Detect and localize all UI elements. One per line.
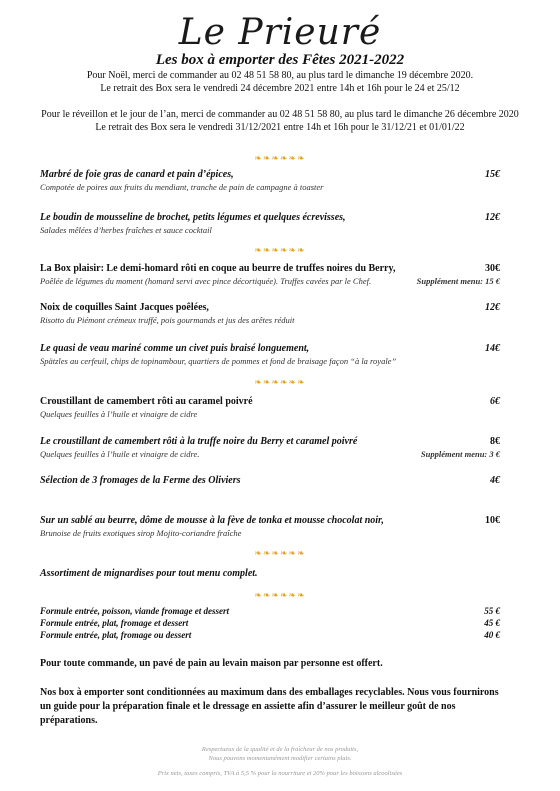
reveillon-line-1: Pour le réveillon et le jour de l’an, merci de commander au 02 48 51 58 80, au plus tard le dimanche 26 décembre 2020 xyxy=(41,109,519,120)
ornament-divider: ❧❧❧❧❧❧ xyxy=(254,377,306,387)
menu-item xyxy=(40,475,500,488)
item-price: 12€ xyxy=(485,302,500,313)
formule-price: 40 € xyxy=(484,630,500,640)
menu-item xyxy=(40,212,500,237)
item-description: Poêlée de légumes du moment (homard servi avec pince décortiquée). Truffes cavées par le Chef. xyxy=(40,276,372,286)
formule-row xyxy=(40,630,500,642)
formule-row xyxy=(40,606,500,618)
item-name: Marbré de foie gras de canard et pain d’épices, xyxy=(40,169,234,180)
item-name: Le quasi de veau mariné comme un civet puis braisé longuement, xyxy=(40,343,310,354)
item-description: Quelques feuilles à l’huile et vinaigre de cidre xyxy=(40,409,198,419)
formule-name: Formule entrée, plat, fromage ou dessert xyxy=(40,630,192,640)
item-name: Sur un sablé au beurre, dôme de mousse à la fève de tonka et mousse chocolat noir, xyxy=(40,515,384,526)
item-name: Noix de coquilles Saint Jacques poêlées, xyxy=(40,302,209,313)
menu-item xyxy=(40,169,500,194)
item-name: Croustillant de camembert rôti au caramel poivré xyxy=(40,396,253,407)
formule-price: 45 € xyxy=(484,618,500,628)
ornament-divider: ❧❧❧❧❧❧ xyxy=(254,548,306,558)
ornament-divider: ❧❧❧❧❧❧ xyxy=(254,153,306,163)
menu-item xyxy=(40,396,500,421)
item-name: Sélection de 3 fromages de la Ferme des Oliviers xyxy=(40,475,241,486)
item-price: 8€ xyxy=(490,436,500,447)
item-name: Le boudin de mousseline de brochet, petits légumes et quelques écrevisses, xyxy=(40,212,346,223)
footer-tax-note: Prix nets, taxes compris, TVA à 5,5 % pour la nourriture et 20% pour les boissons alcoolisées xyxy=(157,770,403,777)
item-price: 4€ xyxy=(490,475,500,486)
item-price: 30€ xyxy=(485,263,500,274)
item-name: Assortiment de mignardises pour tout menu complet. xyxy=(40,568,258,579)
formule-row xyxy=(40,618,500,630)
noel-line-1: Pour Noël, merci de commander au 02 48 51 58 80, au plus tard le dimanche 19 décembre 2020. xyxy=(86,70,474,81)
supplement-price: Supplément menu: 3 € xyxy=(420,449,500,459)
ornament-divider: ❧❧❧❧❧❧ xyxy=(254,590,306,600)
menu-item xyxy=(40,515,500,540)
bread-note: Pour toute commande, un pavé de pain au levain maison par personne est offert. xyxy=(40,658,383,669)
item-price: 10€ xyxy=(485,515,500,526)
formule-name: Formule entrée, plat, fromage et dessert xyxy=(40,618,189,628)
formule-list xyxy=(40,606,500,642)
noel-info xyxy=(0,69,560,95)
item-description: Salades mêlées d’herbes fraîches et sauce cocktail xyxy=(40,225,212,235)
item-price: 15€ xyxy=(485,169,500,180)
supplement-price: Supplément menu: 15 € xyxy=(416,276,500,286)
reveillon-line-2: Le retrait des Box sera le vendredi 31/12/2021 entre 14h et 16h pour le 31/12/21 et 01/01/22 xyxy=(95,122,465,133)
item-description: Spätzles au cerfeuil, chips de topinambour, quartiers de pommes et fond de braisage façon “à la royale” xyxy=(40,356,397,366)
item-price: 6€ xyxy=(490,396,500,407)
formule-price: 55 € xyxy=(484,606,500,616)
menu-item xyxy=(40,302,500,327)
item-name: La Box plaisir: Le demi-homard rôti en coque au beurre de truffes noires du Berry, xyxy=(40,263,396,274)
packaging-note: Nos box à emporter sont conditionnées au maximum dans des emballages recyclables. Nous vous fournirons un guide pour la préparation finale et le dressage en assiette afin d’assurer le meilleur goût de nos préparations. xyxy=(40,687,499,726)
footer-note xyxy=(0,745,560,763)
menu-item xyxy=(40,343,500,368)
item-description: Risotto du Piémont crémeux truffé, pois gourmands et jus des arêtes réduit xyxy=(40,315,295,325)
page-title: Les box à emporter des Fêtes 2021-2022 xyxy=(155,52,405,68)
formule-name: Formule entrée, poisson, viande fromage et dessert xyxy=(40,606,229,616)
noel-line-2: Le retrait des Box sera le vendredi 24 décembre 2021 entre 14h et 16h pour le 24 et 25/12 xyxy=(100,83,460,94)
menu-item xyxy=(40,568,500,581)
footer-line-2: Nous pouvons momentanément modifier certains plats. xyxy=(208,755,352,762)
item-description: Compotée de poires aux fruits du mendiant, tranche de pain de campagne à toaster xyxy=(40,182,324,192)
item-description: Brunoise de fruits exotiques sirop Mojito-coriandre fraîche xyxy=(40,528,242,538)
menu-item xyxy=(40,436,500,461)
footer-line-1: Respectueux de la qualité et de la fraîcheur de nos produits, xyxy=(201,746,359,753)
menu-item xyxy=(40,263,500,288)
item-price: 12€ xyxy=(485,212,500,223)
item-description: Quelques feuilles à l’huile et vinaigre de cidre. xyxy=(40,449,200,459)
item-price: 14€ xyxy=(485,343,500,354)
item-name: Le croustillant de camembert rôti à la truffe noire du Berry et caramel poivré xyxy=(40,436,358,447)
ornament-divider: ❧❧❧❧❧❧ xyxy=(254,245,306,255)
restaurant-logo: Le Prieuré xyxy=(178,12,382,53)
reveillon-info xyxy=(0,108,560,134)
